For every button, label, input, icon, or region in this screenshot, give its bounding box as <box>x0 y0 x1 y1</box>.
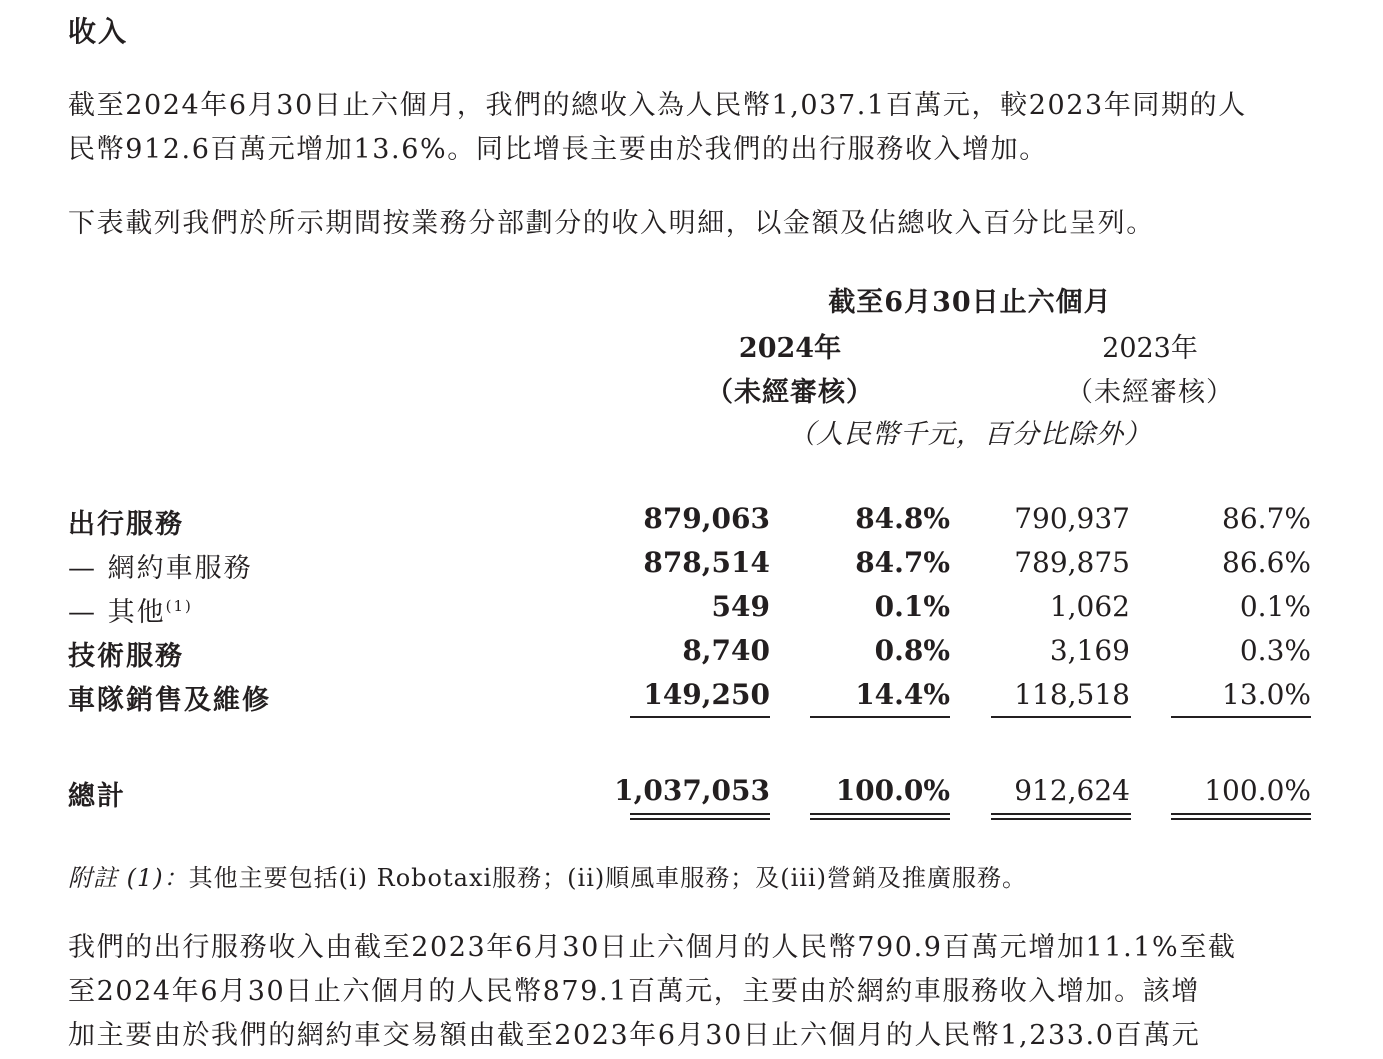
unit-note: （人民幣千元，百分比除外） <box>788 419 1152 450</box>
paragraph-3-line-1: 我們的出行服務收入由截至2023年6月30日止六個月的人民幣790.9百萬元增加11.1%至截 <box>68 932 1237 963</box>
row-label-mobility: 出行服務 <box>68 509 184 540</box>
cell-2023-percent: 0.3% <box>1239 634 1311 667</box>
total-double-rule <box>810 813 950 820</box>
section-heading: 收入 <box>68 15 129 48</box>
cell-2023-percent: 86.7% <box>1222 502 1311 535</box>
unaudited-2023: （未經審核） <box>1066 377 1234 408</box>
row-label-technology: 技術服務 <box>68 641 184 672</box>
footnote-prefix: 附註 (1)： <box>68 864 189 892</box>
year-2024-header: 2024年 <box>738 333 842 364</box>
cell-2024-amount: 878,514 <box>643 546 770 579</box>
subtotal-rule <box>1171 716 1311 718</box>
paragraph-2: 下表載列我們於所示期間按業務分部劃分的收入明細，以金額及佔總收入百分比呈列。 <box>68 208 1155 239</box>
cell-2023-amount: 118,518 <box>1014 678 1130 711</box>
cell-2024-percent: 14.4% <box>855 678 950 711</box>
paragraph-1-line-1: 截至2024年6月30日止六個月，我們的總收入為人民幣1,037.1百萬元，較2023年同期的人 <box>68 90 1247 121</box>
subtotal-rule <box>810 716 950 718</box>
footnote <box>68 858 1027 893</box>
footnote-text: 其他主要包括(i) Robotaxi服務；(ii)順風車服務；及(iii)營銷及推廣服務。 <box>188 864 1027 892</box>
cell-2024-percent: 0.8% <box>874 634 950 667</box>
total-2024-percent: 100.0% <box>835 774 950 807</box>
cell-2024-percent: 0.1% <box>874 590 950 623</box>
paragraph-3-line-2: 至2024年6月30日止六個月的人民幣879.1百萬元，主要由於網約車服務收入增加。該增 <box>68 976 1200 1007</box>
cell-2024-percent: 84.7% <box>855 546 950 579</box>
total-2023-percent: 100.0% <box>1204 774 1311 807</box>
period-header: 截至6月30日止六個月 <box>828 287 1112 318</box>
subtotal-rule <box>630 716 770 718</box>
row-label-others-text: — 其他 <box>68 597 166 628</box>
cell-2024-amount: 8,740 <box>682 634 770 667</box>
cell-2023-percent: 86.6% <box>1222 546 1311 579</box>
cell-2023-percent: 0.1% <box>1239 590 1311 623</box>
total-double-rule <box>630 813 770 820</box>
unaudited-2024: （未經審核） <box>706 377 874 408</box>
cell-2024-amount: 879,063 <box>643 502 770 535</box>
cell-2023-amount: 790,937 <box>1014 502 1130 535</box>
paragraph-3-line-3: 加主要由於我們的網約車交易額由截至2023年6月30日止六個月的人民幣1,233.0百萬元 <box>68 1020 1201 1051</box>
year-2023-header: 2023年 <box>1102 333 1198 364</box>
cell-2024-amount: 549 <box>711 590 770 623</box>
total-double-rule <box>991 813 1131 820</box>
row-label-fleet-sales: 車隊銷售及維修 <box>68 685 271 716</box>
cell-2023-amount: 789,875 <box>1014 546 1130 579</box>
row-label-total: 總計 <box>68 781 126 812</box>
cell-2024-amount: 149,250 <box>643 678 770 711</box>
total-double-rule <box>1171 813 1311 820</box>
cell-2024-percent: 84.8% <box>855 502 950 535</box>
footnote-marker: (1) <box>165 597 193 615</box>
subtotal-rule <box>991 716 1131 718</box>
cell-2023-amount: 1,062 <box>1049 590 1130 623</box>
total-2023-amount: 912,624 <box>1014 774 1130 807</box>
row-label-ride-hailing: — 網約車服務 <box>68 553 253 584</box>
cell-2023-percent: 13.0% <box>1222 678 1311 711</box>
row-label-others <box>68 590 193 629</box>
cell-2023-amount: 3,169 <box>1049 634 1130 667</box>
total-2024-amount: 1,037,053 <box>614 774 770 807</box>
paragraph-1-line-2: 民幣912.6百萬元增加13.6%。同比增長主要由於我們的出行服務收入增加。 <box>68 134 1048 165</box>
